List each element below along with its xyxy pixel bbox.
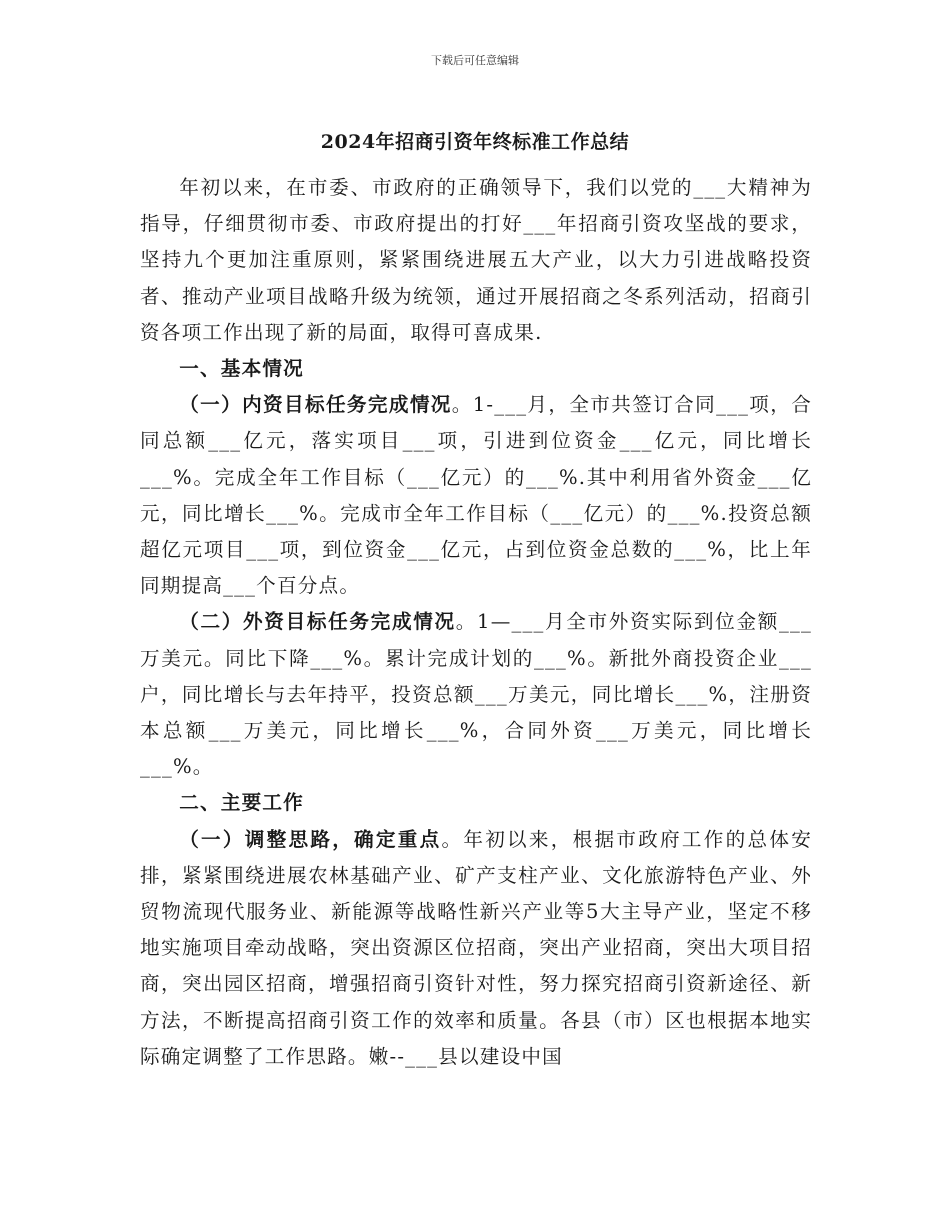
paragraph-domestic-text: 。1-___月，全市共签订合同___项，合同总额___亿元，落实项目___项，引进到位资金___亿元，同比增长___%。完成全年工作目标（___亿元）的___%.其中利用省外资金___亿元，同比增长___%。完成市全年工作目标（___亿元）的___%.投资总额超亿元项目___项，到位资金___亿元，占到位资金总数的___%，比上年同期提高___个百分点。	[140, 393, 812, 598]
paragraph-strategy	[140, 822, 812, 1075]
section-heading-main-work: 二、主要工作	[179, 791, 304, 815]
paragraph-domestic	[140, 387, 812, 604]
paragraph-foreign	[140, 604, 812, 785]
intro-paragraph: 年初以来，在市委、市政府的正确领导下，我们以党的___大精神为指导，仔细贯彻市委、市政府提出的打好___年招商引资攻坚战的要求，坚持九个更加注重原则，紧紧围绕进展五大产业，以大力引进战略投资者、推动产业项目战略升级为统领，通过开展招商之冬系列活动，招商引资各项工作出现了新的局面，取得可喜成果.	[140, 176, 812, 344]
subheading-foreign: （二）外资目标任务完成情况	[179, 610, 456, 634]
section-heading-basic: 一、基本情况	[179, 357, 304, 381]
header-note: 下载后可任意编辑	[431, 54, 519, 67]
document-title: 2024年招商引资年终标准工作总结	[320, 131, 630, 153]
paragraph-strategy-text: 。年初以来，根据市政府工作的总体安排，紧紧围绕进展农林基础产业、矿产支柱产业、文化旅游特色产业、外贸物流现代服务业、新能源等战略性新兴产业等5大主导产业，坚定不移地实施项目牵动战略，突出资源区位招商，突出产业招商，突出大项目招商，突出园区招商，增强招商引资针对性，努力探究招商引资新途径、新方法，不断提高招商引资工作的效率和质量。各县（市）区也根据本地实际确定调整了工作思路。嫩--___县以建设中国	[140, 827, 812, 1068]
paragraph-foreign-text: 。1—___月全市外资实际到位金额___万美元。同比下降___%。累计完成计划的___%。新批外商投资企业___户，同比增长与去年持平，投资总额___万美元，同比增长___%，注册资本总额___万美元，同比增长___%，合同外资___万美元，同比增长___%。	[140, 610, 812, 779]
subheading-domestic: （一）内资目标任务完成情况	[179, 393, 452, 417]
subheading-strategy: （一）调整思路，确定重点	[179, 827, 442, 851]
document-body	[140, 170, 812, 1075]
